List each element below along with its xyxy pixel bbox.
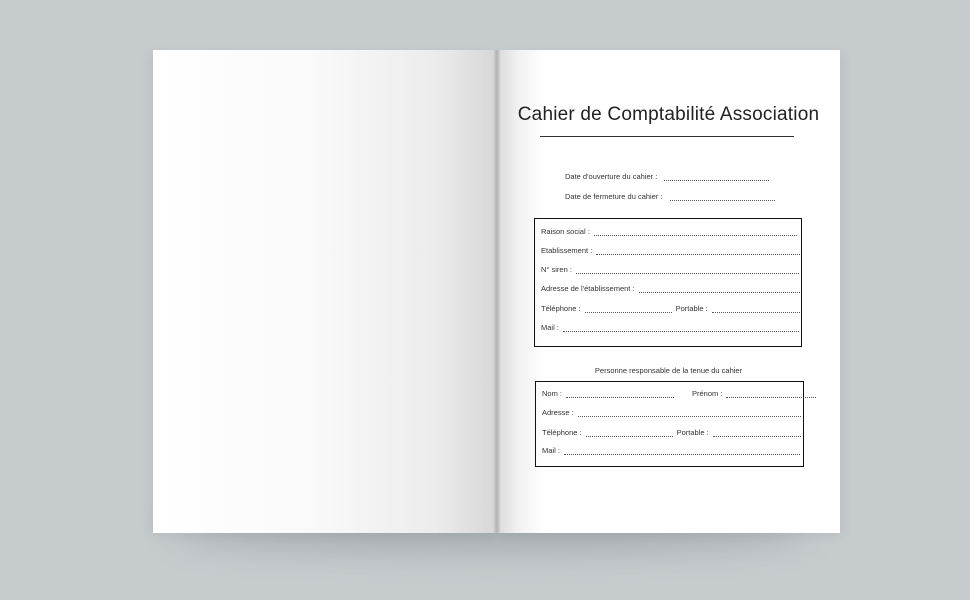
etablissement-label: Etablissement : xyxy=(541,246,593,255)
organization-portable-blank xyxy=(712,306,800,313)
responsible-telephone-label: Téléphone : xyxy=(542,428,582,437)
etablissement-field xyxy=(541,246,800,255)
left-page xyxy=(153,50,497,533)
adresse-etablissement-field xyxy=(541,284,800,293)
etablissement-blank xyxy=(596,248,800,255)
siren-label: N° siren : xyxy=(541,265,572,274)
organization-mail-label: Mail : xyxy=(541,323,559,332)
nom-blank xyxy=(566,391,674,398)
document-title: Cahier de Comptabilité Association xyxy=(517,104,820,125)
closing-date-label: Date de fermeture du cahier : xyxy=(565,192,663,201)
title-underline xyxy=(540,136,794,137)
raison-social-blank xyxy=(594,229,797,236)
prenom-label: Prénom : xyxy=(692,389,723,398)
siren-field xyxy=(541,265,799,274)
organization-telephone-label: Téléphone : xyxy=(541,304,581,313)
name-field xyxy=(542,389,816,398)
responsible-adresse-blank xyxy=(578,410,801,417)
organization-phone-field xyxy=(541,304,800,313)
responsible-mail-label: Mail : xyxy=(542,446,560,455)
opening-date-field xyxy=(565,172,769,181)
nom-label: Nom : xyxy=(542,389,563,398)
opening-date-label: Date d'ouverture du cahier : xyxy=(565,172,658,181)
closing-date-field xyxy=(565,192,775,201)
responsible-portable-blank xyxy=(713,430,801,437)
organization-portable-label: Portable : xyxy=(675,304,708,313)
responsible-heading: Personne responsable de la tenue du cahier xyxy=(594,366,743,375)
organization-box xyxy=(534,218,802,347)
organization-mail-blank xyxy=(563,325,799,332)
siren-blank xyxy=(576,267,799,274)
adresse-etablissement-label: Adresse de l'établissement : xyxy=(541,284,635,293)
responsible-mail-blank xyxy=(564,448,800,455)
organization-telephone-blank xyxy=(585,306,672,313)
raison-social-field xyxy=(541,227,797,236)
book-spine xyxy=(494,50,500,533)
responsible-mail-field xyxy=(542,446,800,455)
responsible-adresse-label: Adresse : xyxy=(542,408,574,417)
right-page xyxy=(497,50,840,533)
opening-date-blank xyxy=(664,174,769,181)
organization-mail-field xyxy=(541,323,799,332)
responsible-telephone-blank xyxy=(586,430,673,437)
responsible-phone-field xyxy=(542,428,801,437)
responsible-portable-label: Portable : xyxy=(676,428,709,437)
responsible-adresse-field xyxy=(542,408,801,417)
prenom-blank xyxy=(726,391,816,398)
responsible-box xyxy=(535,381,804,467)
adresse-etablissement-blank xyxy=(639,286,800,293)
closing-date-blank xyxy=(670,194,775,201)
raison-social-label: Raison social : xyxy=(541,227,590,236)
